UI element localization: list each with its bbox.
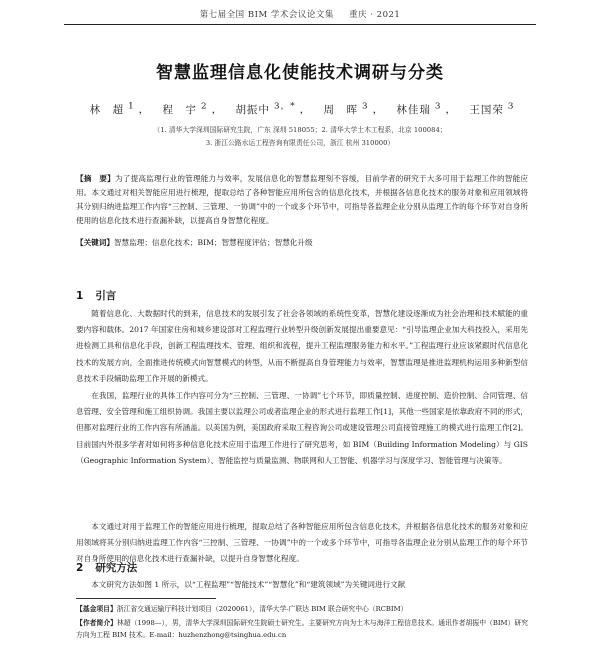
body-paragraph: 本文研究方法如图 1 所示，以“工程监理”“智能技术”“智慧化”和“建筑领域”为关键词进行文献 — [91, 580, 406, 589]
section-title: 引言 — [95, 290, 117, 302]
abstract — [76, 172, 528, 228]
author: 程 宇 $^2$ — [162, 101, 208, 116]
footnote-rule — [76, 598, 216, 599]
section-heading — [76, 560, 137, 575]
keywords-label: 【关键词】 — [76, 238, 114, 247]
paper-title: 智慧监理信息化使能技术调研与分类 — [156, 63, 444, 83]
bio-label: 【作者简介】 — [76, 619, 117, 627]
fund-text: 浙江省交通运输厅科技计划项目（2020061），清华大学-广联达 BIM 联合研究中心（RCBIM） — [116, 605, 408, 613]
body-paragraph: 随着信息化、大数据时代的到来，信息技术的发展引发了社会各领域的系统性变革，智慧化建设逐渐成为社会治理和技术赋能的重要内容和载体。2017 年国家住房和城乡建设部对工程监理行业转型升级创新发展提出重要意见：“引导监理企业加大科技投入，采用先进检测工具和信息化手段，创新工程监理技术、管理、组织和流程，提升工程监理服务能力和水平。”工程监理行业应该紧跟时代信息化技术的发展方向，全面推进传统模式向智慧模式的转型，从而不断提高自身管理能力与效率，智慧监理是推进监理机构运用多种新型信息技术手段辅助监理工作开展的新模式。 — [76, 309, 528, 383]
section-number: 2 — [76, 562, 84, 574]
abstract-label: 【摘 要】 — [76, 174, 115, 183]
header-rule — [64, 24, 536, 25]
author-list: 林 超 $^1$ ， 程 宇 $^2$ ， 胡振中 $^{3,*}$ ， 周 晖 $^3$ ， 林佳瑞 $^3$ ， 王国荣 $^3$ — [0, 98, 600, 117]
body-paragraph: 在我国，监理行业的具体工作内容可分为“三控制、三管理、一协调”七个环节，即质量控制、进度控制、造价控制、合同管理、信息管理、安全管理和施工组织协调。我国主要以监理公司或者监理企业的形式进行监理工作[1]，其他一些国家是依靠政府不同的形式，但都对监理行业的工作内容有所涵盖。以美国为例，美国政府采取工程咨询公司或建设管理公司直接管理施工的模式进行监理工作[2]。目前国内外很多学者对如何将多种信息化技术应用于监理工作进行了研究思考，如 BIM（Building Information Modeling）与 GIS（Geographic Information System）、智能监控与质量监测、物联网和人工智能、机器学习与深度学习、智能管理与决策等。 — [76, 391, 528, 465]
author-bio-footnote — [76, 617, 528, 641]
section-heading — [76, 288, 116, 303]
author: 周 晖 $^3$ — [323, 101, 369, 116]
affiliation-line: （1. 清华大学深圳国际研究生院，广东 深圳 518055；2. 清华大学土木工程系，北京 100084； — [153, 126, 447, 134]
author: 林 超 $^1$ — [89, 101, 135, 116]
section-number: 1 — [76, 290, 84, 302]
author: 林佳瑞 $^3$ — [396, 101, 442, 116]
section-title: 研究方法 — [95, 562, 138, 574]
keywords-text: 智慧监理；信息化技术；BIM；智慧程度评估；智慧化升级 — [113, 238, 313, 247]
fund-footnote — [76, 603, 528, 615]
author: 王国荣 $^3$ — [469, 101, 515, 116]
author: 胡振中 $^{3,*}$ — [235, 101, 296, 116]
proceedings-name: 第七届全国 BIM 学术会议论文集 — [199, 10, 334, 20]
keywords — [76, 236, 528, 250]
affiliation-line: 3. 浙江公路水运工程咨询有限责任公司，浙江 杭州 310000） — [205, 139, 395, 147]
fund-label: 【基金项目】 — [76, 605, 117, 613]
body-paragraph: 本文通过对用于监理工作的智能应用进行梳理，提取总结了各种智能应用所包含信息化技术，并根据各信息化技术的服务对象和应用领域将其分别归纳进监理工作内容“三控制、三管理、一协调”中的一个或多个环节中，可指导各监理企业分别从监理工作的每个环节对自身所使用的信息化技术进行查漏补缺，以提升自身智慧化程度。 — [76, 522, 528, 564]
conference-location: 重庆 · 2021 — [349, 10, 401, 20]
bio-text: 林超（1998—），男，清华大学深圳国际研究生院硕士研究生。主要研究方向为土木与海洋工程信息技术。通讯作者胡振中（BIM）研究方向为工程 BIM 技术。E-mail：huzhenzhong@tsinghua.edu.cn — [76, 619, 528, 639]
running-header — [0, 8, 600, 20]
abstract-text: 为了提高监理行业的管理能力与效率，发展信息化的智慧监理刻不容缓，目前学者的研究于大多可用于监理工作的智能应用。本文通过对相关智能应用进行梳理，提取总结了各种智能应用所包含的信息化技术，并根据各信息化技术的服务对象和应用领域将其分别归纳进监理工作内容“三控制、三管理、一协调”中的一个或多个环节中，可指导各监理企业分别从监理工作的每个环节对自身所使用的信息化技术进行查漏补缺，以提高自身智慧化程度。 — [76, 174, 528, 225]
